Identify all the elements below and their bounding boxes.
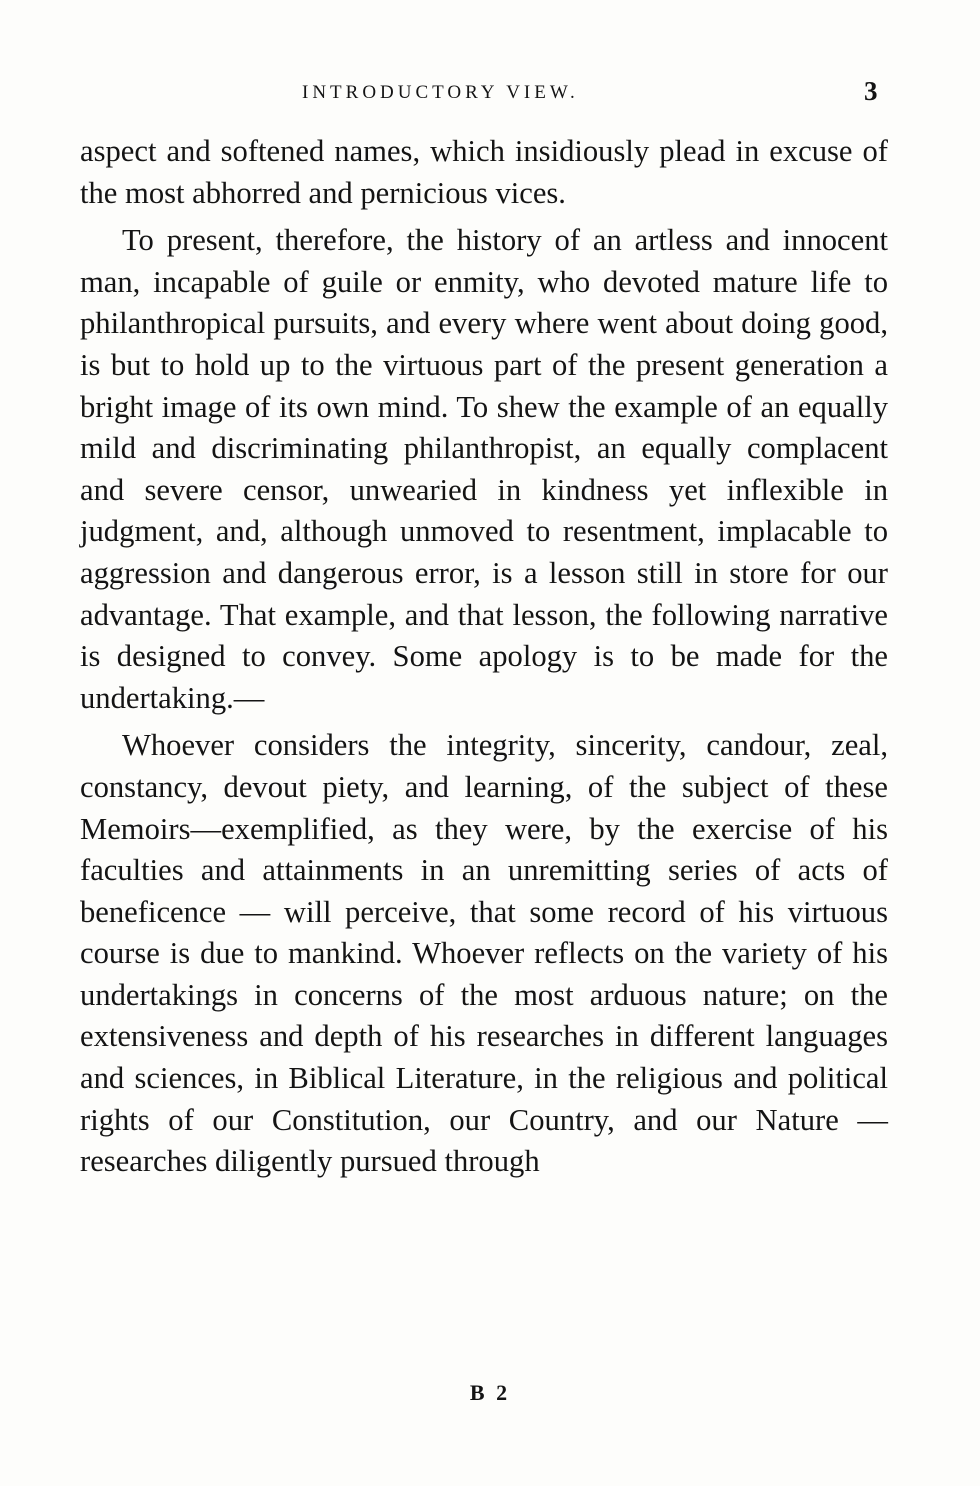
paragraph-whoever: Whoever considers the integrity, sincerity, candour, zeal, constancy, devout piety, and learning, of the subject of these Memoirs—exemplified, as they were, by the exercise of his faculties and attainments in an unremitting series of acts of beneficence — will perceive, that some record of his virtuous course is due to mankind. Whoever reflects on the variety of his undertakings in concerns of the most arduous nature; on the extensiveness and depth of his researches in different languages and sciences, in Biblical Literature, in the religious and political rights of our Constitution, our Country, and our Nature — researches diligently pursued through bbox=[80, 728, 888, 1179]
paragraph-continuation: aspect and softened names, which insidiously plead in excuse of the most abhorred and pernicious vices. bbox=[80, 134, 888, 210]
paragraph-history: To present, therefore, the history of an artless and innocent man, incapable of guile or enmity, who devoted mature life to philanthropical pursuits, and every where went about doing good, is but to hold up to the virtuous part of the present generation a bright image of its own mind. To shew the example of an equally mild and discriminating philanthropist, an equally complacent and severe censor, unwearied in kindness yet inflexible in judgment, and, although unmoved to resentment, implacable to aggression and dangerous error, is a lesson still in store for our advantage. That example, and that lesson, the following narrative is designed to convey. Some apology is to be made for the undertaking.— bbox=[80, 223, 888, 715]
page-number: 3 bbox=[864, 76, 878, 106]
signature-mark: B 2 bbox=[469, 1380, 511, 1405]
running-head bbox=[0, 76, 980, 112]
body-text bbox=[80, 131, 888, 1189]
running-title: INTRODUCTORY VIEW. bbox=[302, 82, 579, 103]
